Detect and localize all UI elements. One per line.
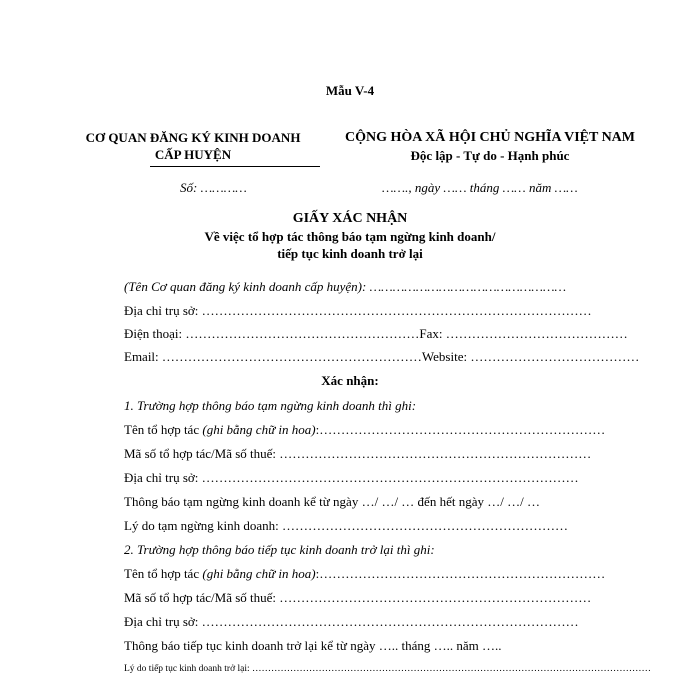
agency-title-line1: CƠ QUAN ĐĂNG KÝ KINH DOANH xyxy=(85,130,301,145)
section2-address-line: Địa chỉ trụ sở: …………………………………………………………………………… xyxy=(124,614,579,629)
section1-notice-line: Thông báo tạm ngừng kinh doanh kể từ ngày …/ …/ … đến hết ngày …/ …/ … xyxy=(124,494,540,509)
section2-notice-line: Thông báo tiếp tục kinh doanh trở lại kể từ ngày ….. tháng ….. năm ….. xyxy=(124,638,502,653)
section2-name-suffix: :………………………………………………………… xyxy=(315,566,606,581)
nation-motto: Độc lập - Tự do - Hạnh phúc xyxy=(410,148,570,163)
section2-heading: 2. Trường hợp thông báo tiếp tục kinh doanh trở lại thì ghi: xyxy=(124,542,435,557)
document-subtitle-line2: tiếp tục kinh doanh trở lại xyxy=(277,246,423,261)
section2-name-line xyxy=(124,566,605,582)
form-code: Mẫu V-4 xyxy=(325,83,375,98)
section2-name-prefix: Tên tổ hợp tác xyxy=(124,566,203,581)
section1-reason-line: Lý do tạm ngừng kinh doanh: ………………………………………………………… xyxy=(124,518,568,533)
section1-name-note: (ghi bằng chữ in hoa) xyxy=(202,422,316,437)
agency-email-website-line: Email: ……………………………………………………Website: ………………………………… xyxy=(124,349,640,364)
agency-address-line: Địa chỉ trụ sở: ……………………………………………………………………………… xyxy=(124,303,592,318)
document-subtitle-line1: Về việc tổ hợp tác thông báo tạm ngừng kinh doanh/ xyxy=(204,229,496,244)
section1-name-prefix: Tên tổ hợp tác xyxy=(124,422,203,437)
document-number: Số: ………… xyxy=(180,180,247,195)
section1-tax-code-line: Mã số tổ hợp tác/Mã số thuế: ……………………………………………………………… xyxy=(124,446,592,461)
section2-name-note: (ghi bằng chữ in hoa) xyxy=(202,566,316,581)
nation-title: CỘNG HÒA XÃ HỘI CHỦ NGHĨA VIỆT NAM xyxy=(344,130,635,145)
agency-title-line2: CẤP HUYỆN xyxy=(154,147,232,162)
section1-address-line: Địa chỉ trụ sở: …………………………………………………………………………… xyxy=(124,470,579,485)
section2-tax-code-line: Mã số tổ hợp tác/Mã số thuế: ……………………………………………………………… xyxy=(124,590,592,605)
section1-heading: 1. Trường hợp thông báo tạm ngừng kinh doanh thì ghi: xyxy=(124,398,417,413)
agency-name-line: (Tên Cơ quan đăng ký kinh doanh cấp huyện): …………………………………………… xyxy=(124,279,567,294)
agency-phone-fax-line: Điện thoại: ………………………………………………Fax: …………………………………… xyxy=(124,326,628,341)
document-title: GIẤY XÁC NHẬN xyxy=(292,211,408,226)
agency-underline xyxy=(150,166,320,167)
confirm-heading: Xác nhận: xyxy=(321,373,379,388)
document-date: ……., ngày …… tháng …… năm …… xyxy=(382,180,578,195)
section1-name-suffix: :………………………………………………………… xyxy=(315,422,606,437)
section2-reason-line: Lý do tiếp tục kinh doanh trở lại: ……………………………………………………………………………………………………………… xyxy=(124,664,651,674)
section1-name-line xyxy=(124,422,605,438)
